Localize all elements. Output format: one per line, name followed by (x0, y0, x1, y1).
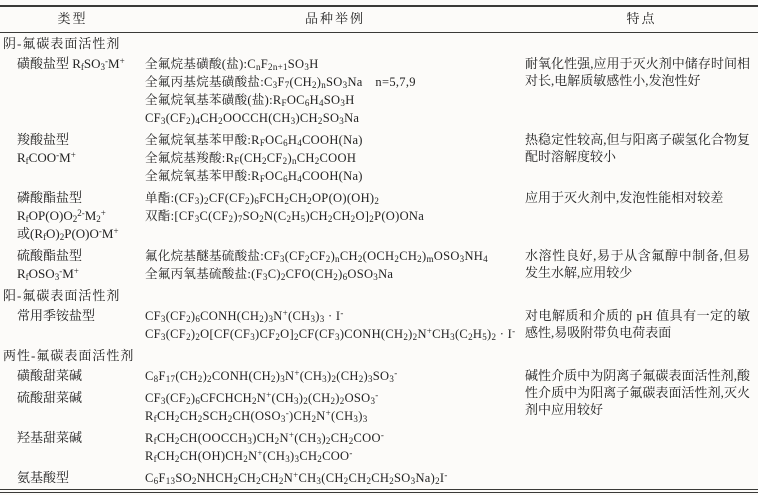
section-title-cationic: 阳-氟碳表面活性剂 (3, 288, 121, 303)
formula-line: 全氟烷基磺酸(盐)$:C_nF_{2n+1}SO_3H$ (145, 57, 319, 72)
type-label: 磷酸酯盐型 (17, 190, 83, 205)
row-sulfatebetaine-type-cell (0, 387, 145, 427)
type-label: 磺酸甜菜碱 (17, 368, 83, 383)
row-sulfate-feature-cell: 水溶性良好,易于从含氟醇中制备,但易发生水解,应用较少 (525, 248, 750, 280)
type-label: 羟基甜菜碱 (17, 430, 83, 445)
row-sulfonate-feature-cell: 耐氧化性强,应用于灭火剂中储存时间相对长,电解质敏感性小,发泡性好 (525, 56, 750, 88)
row-phosphate-examples-cell (145, 187, 525, 245)
row-phosphate-type-cell (0, 187, 145, 245)
type-label: 常用季铵盐型 (17, 308, 96, 323)
type-label: 硫酸甜菜碱 (17, 390, 83, 405)
row-quaternary-type-cell (0, 305, 145, 345)
row-aminoacid-type-cell (0, 467, 145, 489)
section-title-anionic: 阴-氟碳表面活性剂 (3, 36, 121, 51)
formula-line: 全氟丙氧基硫酸盐$:(F_3C)_2CFO(CH_2)_6OSO_3Na$ (145, 267, 394, 282)
section-title-amphoteric: 两性-氟碳表面活性剂 (3, 348, 135, 363)
type-formula: $R_fCOO^-M^+$ (17, 150, 76, 166)
formula-line: 全氟烷氧基苯甲酸$:R_FOC_6H_4COOH(Na)$ (145, 133, 363, 148)
row-sulfate-type-cell (0, 245, 145, 285)
row-carboxylate-feature-cell: 热稳定性较高,但与阳离子碳氢化合物复配时溶解度较小 (525, 132, 750, 164)
formula-line: $R_fCH_2CH(OOCCH_3)CH_2N^+(CH_3)_2CH_2COO^-$ (145, 430, 385, 446)
formula-line: 单酯$:(CF_3)_2CF(CF_2)_6FCH_2CH_2OP(O)(OH)_2$ (145, 191, 380, 206)
row-carboxylate-examples-cell (145, 129, 525, 187)
row-quaternary-feature-cell: 对电解质和介质的 pH 值具有一定的敏感性,易吸附带负电荷表面 (525, 308, 750, 340)
formula-line: $R_fCH_2CH_2SCH_2CH(OSO_3^-)CH_2N^+(CH_3)_3$ (145, 408, 368, 424)
row-sulfate-examples-cell (145, 245, 525, 285)
type-formula: 或$(R_fO)_2P(O)O^-M^+$ (17, 226, 119, 242)
type-label: 氨基酸型 (17, 470, 70, 485)
formula-line: $R_fCH_2CH(OH)CH_2N^+(CH_3)_3CH_2COO^-$ (145, 448, 353, 464)
row-sulfobetaine-type-cell (0, 365, 145, 387)
row-sulfatebetaine-examples-cell (145, 387, 525, 427)
row-sulfonate-type-cell (0, 53, 145, 129)
formula-line: 双酯$:[CF_3C(CF_2)_7SO_2N(C_2H_5)CH_2CH_2O]_2P(O)ONa$ (145, 209, 425, 224)
formula-line: $CF_3(CF_2)_4CH_2OOCCH(CH_3)CH_2SO_3Na$ (145, 111, 360, 126)
formula-line: $CF_3(CF_2)_6CONH(CH_2)_3N^+(CH_3)_3 \cdot I^-$ (145, 308, 344, 324)
formula-line: $C_8F_{17}(CH_2)_2CONH(CH_2)_3N^+(CH_3)_2(CH_2)_3SO_3^-$ (145, 368, 398, 384)
type-label: 羧酸盐型 (17, 132, 70, 147)
formula-line: 全氟丙基烷基磺酸盐$:C_3F_7(CH_2)_nSO_3Na$ n=5,7,9 (145, 75, 416, 90)
type-label: 硫酸酯盐型 (17, 248, 83, 263)
amphoteric-feature-cell: 碱性介质中为阴离子氟碳表面活性剂,酸性介质中为阳离子氟碳表面活性剂,灭火剂中应用较好 (525, 368, 750, 417)
row-carboxylate-type-cell (0, 129, 145, 187)
fluorocarbon-surfactant-table (0, 5, 758, 493)
formula-line: $CF_3(CF_2)_6CFCHCH_2N^+(CH_3)_2(CH_2)_2OSO_3^-$ (145, 390, 379, 406)
column-header-features: 特点 (525, 7, 758, 33)
formula-line: $CF_3(CF_2)_2O[CF(CF_3)CF_2O]_2CF(CF_3)CONH(CH_2)_2N^+CH_3(C_2H_5)_2 \cdot I^-$ (145, 326, 516, 342)
row-hydroxybetaine-type-cell (0, 427, 145, 467)
row-sulfonate-examples-cell (145, 53, 525, 129)
formula-line: 全氟烷氧基苯甲酸$:R_FOC_6H_4COOH(Na)$ (145, 169, 363, 184)
type-formula: $R_fOSO_3^-M^+$ (17, 266, 79, 282)
row-phosphate-feature-cell: 应用于灭火剂中,发泡性能相对较差 (525, 190, 724, 205)
formula-line: 全氟烷氧基苯磺酸(盐)$:R_FOC_6H_4SO_3H$ (145, 93, 355, 108)
row-hydroxybetaine-examples-cell (145, 427, 525, 467)
type-label: 磺酸盐型 $R_fSO_3^-M^+$ (17, 56, 125, 72)
type-formula: $R_fOP(O)O_2^{2-}M_2^+$ (17, 208, 106, 224)
row-aminoacid-examples-cell (145, 467, 525, 489)
formula-line: 氟化烷基醚基硫酸盐$:CF_3(CF_2CF_2)_nCH_2(OCH_2CH_2)_mOSO_3NH_4$ (145, 249, 488, 264)
formula-line: $C_6F_{13}SO_2NHCH_2CH_2CH_2N^+CH_3(CH_2CH_2CH_2SO_3Na)_2I^-$ (145, 470, 448, 486)
row-sulfobetaine-examples-cell (145, 365, 525, 387)
column-header-examples: 品种举例 (145, 7, 525, 33)
row-quaternary-examples-cell (145, 305, 525, 345)
column-header-type: 类型 (0, 7, 145, 33)
formula-line: 全氟烷基羧酸$:R_F(CH_2CF_2)_nCH_2COOH$ (145, 151, 357, 166)
